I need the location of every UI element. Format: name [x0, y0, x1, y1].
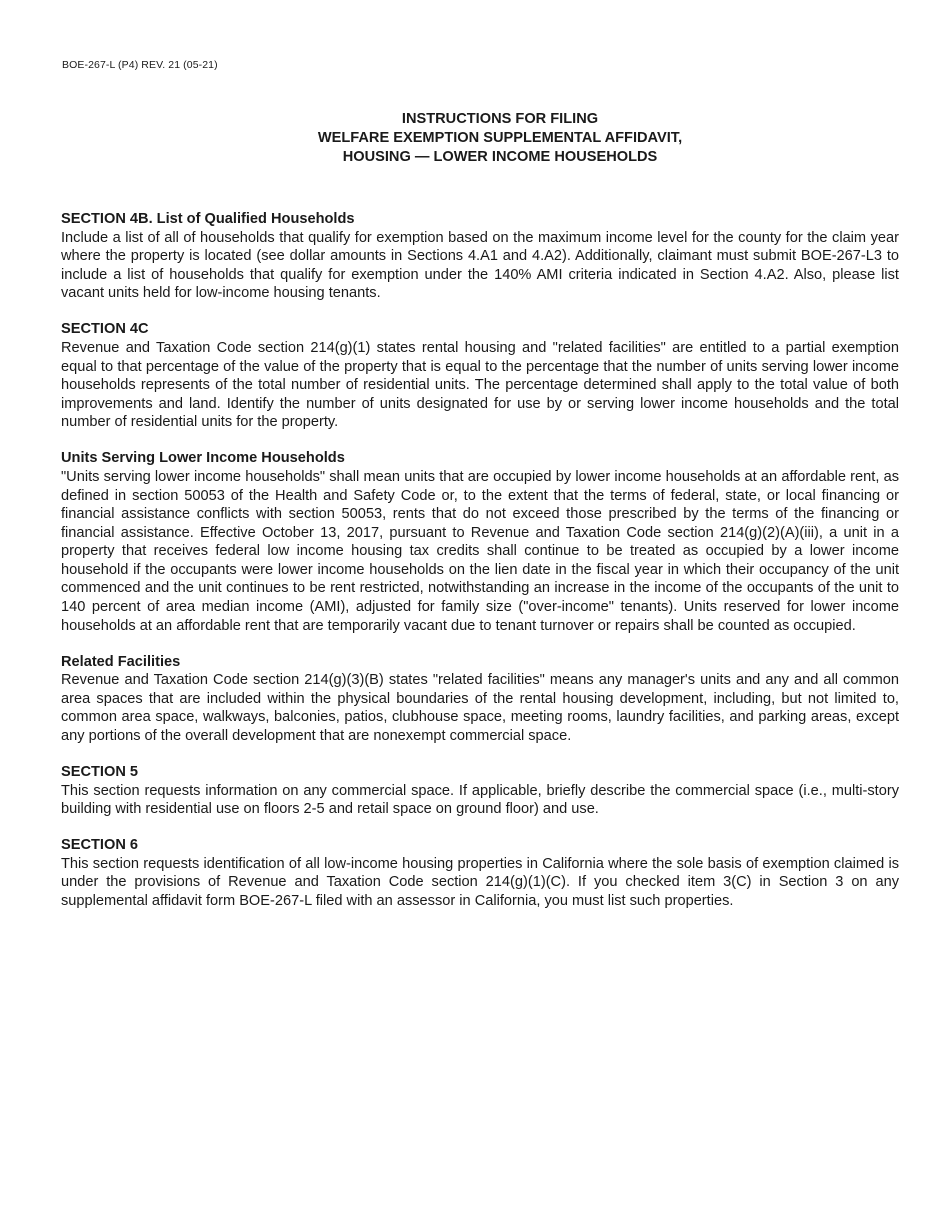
instructions-content [61, 210, 899, 928]
section-body: Revenue and Taxation Code section 214(g)(1) states rental housing and "related facilities" are entitled to a partial exemption equal to that percentage of the value of the property that is equal to the percentage that the number of units serving lower income households represents of the total number of residential units. The percentage determined shall apply to the total value of both improvements and land. Identify the number of units designated for use by or serving lower income households and the total number of residential units for the property. [61, 339, 899, 431]
section-heading: SECTION 5 [61, 764, 139, 780]
form-id: BOE-267-L (P4) REV. 21 (05-21) [62, 59, 218, 71]
section-body: This section requests identification of all low-income housing properties in California where the sole basis of exemption claimed is under the provisions of Revenue and Taxation Code section 214(g)(1)(C). If you checked item 3(C) in Section 3 on any supplemental affidavit form BOE-267-L filed with an assessor in California, you must list such properties. [61, 855, 899, 909]
section-heading: SECTION 4C [61, 321, 149, 338]
section-heading: SECTION 4B. List of Qualified Households [61, 211, 355, 227]
section-body: Include a list of all of households that qualify for exemption based on the maximum income level for the county for the claim year where the property is located (see dollar amounts in Sections 4.A1 and 4.A2). Additionally, claimant must submit BOE-267-L3 to include a list of households that qualify for exemption under the 140% AMI criteria indicated in Section 4.A2. Also, please list vacant units held for low-income housing tenants. [61, 229, 899, 302]
section-5 [61, 763, 899, 819]
section-units-serving [61, 449, 899, 635]
page-title [0, 110, 950, 167]
section-heading: SECTION 6 [61, 837, 139, 854]
section-heading: Related Facilities [61, 653, 181, 670]
section-related-facilities [61, 653, 899, 746]
title-line-3: HOUSING — LOWER INCOME HOUSEHOLDS [342, 149, 658, 165]
section-6 [61, 836, 899, 910]
section-4c [61, 320, 899, 432]
section-heading: Units Serving Lower Income Households [61, 450, 345, 467]
section-body: "Units serving lower income households" shall mean units that are occupied by lower income households at an affordable rent, as defined in section 50053 of the Health and Safety Code or, to the extent that the terms of federal, state, or local financing or financial assistance conflicts with section 50053, rents that do not exceed those prescribed by the terms of the financing or financial assistance. Effective October 13, 2017, pursuant to Revenue and Taxation Code section 214(g)(2)(A)(iii), a unit in a property that receives federal low income housing tax credits shall continue to be treated as occupied by a lower income household if the occupants were lower income households on the lien date in the fiscal year in which their occupancy of the unit commenced and the unit continues to be rent restricted, notwithstanding an increase in the income of the occupants of the unit to 140 percent of area median income (AMI), adjusted for family size ("over-income" tenants). Units reserved for lower income households at an affordable rent that are temporarily vacant due to tenant turnover or repairs shall be counted as occupied. [61, 468, 899, 634]
section-body: Revenue and Taxation Code section 214(g)(3)(B) states "related facilities" means any manager's units and any and all common area spaces that are included within the physical boundaries of the rental housing development, including, but not limited to, common area space, walkways, balconies, patios, clubhouse space, meeting rooms, laundry facilities, and parking areas, except any portions of the overall development that are nonexempt commercial space. [61, 672, 899, 745]
title-line-2: WELFARE EXEMPTION SUPPLEMENTAL AFFIDAVIT, [317, 130, 683, 146]
section-4b [61, 210, 899, 303]
section-body: This section requests information on any commercial space. If applicable, briefly describe the commercial space (i.e., multi-story building with residential use on floors 2-5 and retail space on ground floor) and use. [61, 782, 899, 818]
title-line-1: INSTRUCTIONS FOR FILING [401, 111, 599, 127]
